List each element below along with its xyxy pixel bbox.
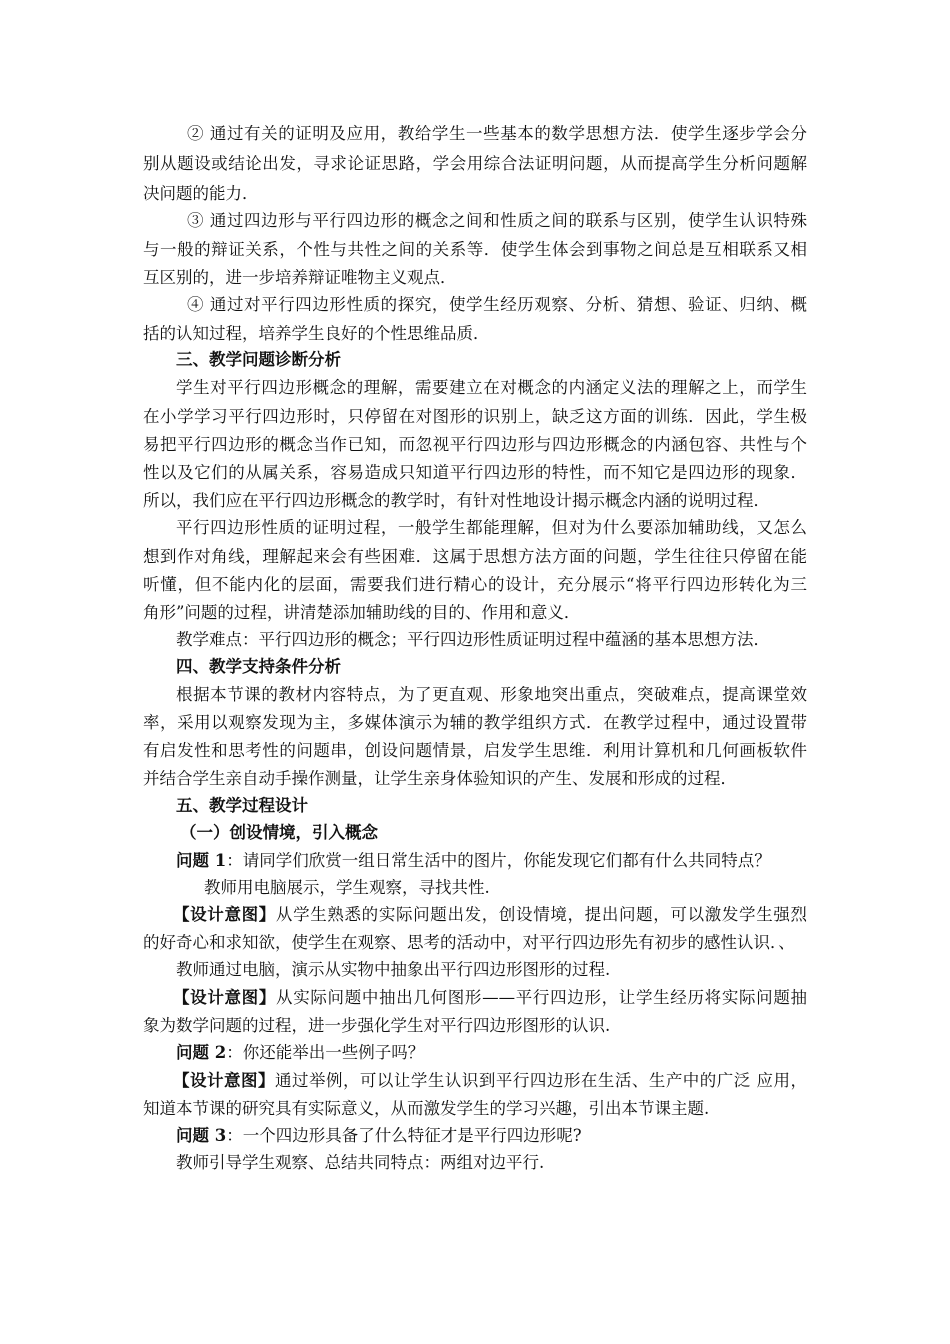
- design-intent-text: 从学生熟悉的实际问题出发，创设情境，提出问题，可以激发学生强烈: [275, 905, 808, 924]
- paragraph-line: ④ 通过对平行四边形性质的探究，使学生经历观察、分析、猜想、验证、归纳、概: [187, 295, 807, 314]
- question-line: [176, 1043, 424, 1063]
- paragraph-line: 想到作对角线，理解起来会有些困难．这属于思想方法方面的问题，学生往往只停留在能: [143, 547, 807, 566]
- paragraph-line: 教师引导学生观察、总结共同特点：两组对边平行.: [176, 1153, 545, 1172]
- paragraph-line: 平行四边形性质的证明过程，一般学生都能理解，但对为什么要添加辅助线，又怎么: [176, 518, 807, 537]
- question-text: ：一个四边形具备了什么特征才是平行四边形呢?: [226, 1126, 582, 1145]
- section-heading: 四、教学支持条件分析: [176, 657, 341, 676]
- design-intent-line: [173, 988, 807, 1008]
- question-line: [176, 1126, 582, 1146]
- paragraph-line: 所以，我们应在平行四边形概念的教学时，有针对性地设计揭示概念内涵的说明过程．: [143, 491, 770, 510]
- question-label: 问题 1: [176, 851, 227, 870]
- question-line: [176, 851, 771, 871]
- paragraph-line: 学生对平行四边形概念的理解，需要建立在对概念的内涵定义法的理解之上，而学生: [176, 378, 807, 397]
- question-text: ：你还能举出一些例子吗？: [226, 1043, 425, 1062]
- design-intent-text: 从实际问题中抽出几何图形——平行四边形，让学生经历将实际问题抽: [276, 988, 808, 1007]
- paragraph-line: 听懂，但不能内化的层面，需要我们进行精心的设计，充分展示“将平行四边形转化为三: [143, 575, 807, 594]
- design-intent-text: 通过举例，可以让学生认识到平行四边形在生活、生产中的广泛 应用，: [274, 1071, 808, 1090]
- paragraph-line: 与一般的辩证关系，个性与共性之间的关系等．使学生体会到事物之间总是互相联系又相: [143, 240, 807, 259]
- paragraph-line: 并结合学生亲自动手操作测量，让学生亲身体验知识的产生、发展和形成的过程．: [143, 769, 737, 788]
- paragraph-line: 易把平行四边形的概念当作已知，而忽视平行四边形与四边形概念的内涵包容、共性与个: [143, 435, 807, 454]
- paragraph-line: 的好奇心和求知欲，使学生在观察、思考的活动中，对平行四边形先有初步的感性认识．、: [143, 933, 795, 952]
- paragraph-line: 知道本节课的研究具有实际意义，从而激发学生的学习兴趣，引出本节课主题.: [143, 1099, 710, 1118]
- section-heading: 五、教学过程设计: [176, 796, 308, 815]
- subsection-heading: （一）创设情境，引入概念: [180, 823, 378, 842]
- paragraph-line: 别从题设或结论出发，寻求论证思路，学会用综合法证明问题，从而提高学生分析问题解: [143, 154, 807, 173]
- paragraph-line: 有启发性和思考性的问题串，创设问题情景，启发学生思维．利用计算机和几何画板软件: [143, 741, 807, 760]
- question-label: 问题 3: [176, 1126, 227, 1145]
- paragraph-line: 率，采用以观察发现为主，多媒体演示为辅的教学组织方式．在教学过程中，通过设置带: [143, 713, 807, 732]
- design-intent-line: [173, 1071, 807, 1091]
- paragraph-line: 教师用电脑展示，学生观察，寻找共性.: [204, 878, 490, 897]
- paragraph-line: ③ 通过四边形与平行四边形的概念之间和性质之间的联系与区别，使学生认识特殊: [187, 211, 807, 230]
- paragraph-line: 在小学学习平行四边形时，只停留在对图形的识别上，缺乏这方面的训练．因此，学生极: [143, 407, 807, 426]
- paragraph-line: 性以及它们的从属关系，容易造成只知道平行四边形的特性，而不知它是四边形的现象．: [143, 463, 807, 482]
- design-intent-line: [173, 905, 807, 925]
- paragraph-line: 象为数学问题的过程，进一步强化学生对平行四边形图形的认识.: [143, 1016, 611, 1035]
- section-heading: 三、教学问题诊断分析: [176, 350, 341, 369]
- paragraph-line: 决问题的能力．: [143, 184, 259, 203]
- question-text: ：请同学们欣赏一组日常生活中的图片，你能发现它们都有什么共同特点？: [226, 851, 771, 870]
- design-intent-label: 【设计意图】: [173, 988, 277, 1007]
- paragraph-line: 互区别的，进一步培养辩证唯物主义观点．: [143, 268, 457, 287]
- design-intent-label: 【设计意图】: [173, 905, 276, 924]
- paragraph-line: ② 通过有关的证明及应用，教给学生一些基本的数学思想方法．使学生逐步学会分: [187, 124, 807, 143]
- paragraph-line: 教学难点：平行四边形的概念；平行四边形性质证明过程中蕴涵的基本思想方法．: [176, 630, 770, 649]
- paragraph-line: 角形”问题的过程，讲清楚添加辅助线的目的、作用和意义．: [143, 603, 581, 622]
- question-label: 问题 2: [176, 1043, 227, 1062]
- paragraph-line: 根据本节课的教材内容特点，为了更直观、形象地突出重点，突破难点，提高课堂效: [176, 685, 807, 704]
- design-intent-label: 【设计意图】: [173, 1071, 275, 1090]
- paragraph-line: 教师通过电脑，演示从实物中抽象出平行四边形图形的过程.: [176, 960, 611, 979]
- paragraph-line: 括的认知过程，培养学生良好的个性思维品质．: [143, 324, 490, 343]
